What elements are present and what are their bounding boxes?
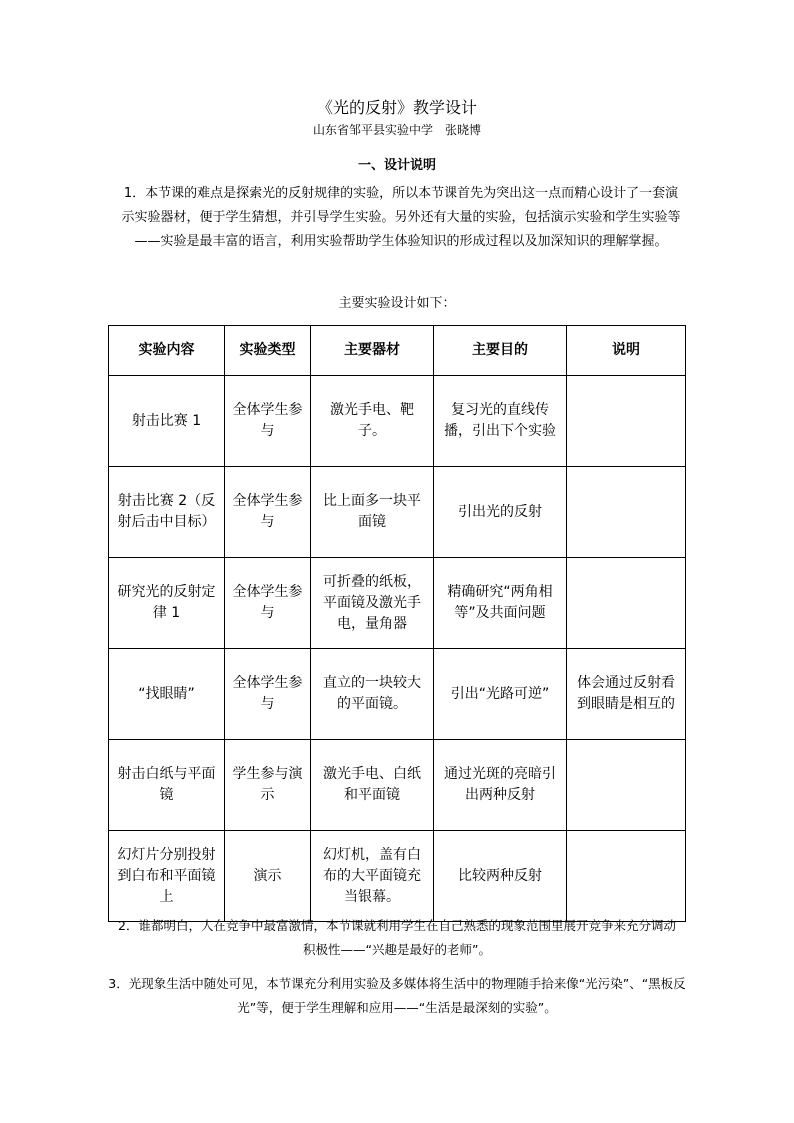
table-cell: 激光手电、白纸和平面镜	[311, 740, 434, 831]
table-cell: 激光手电、靶子。	[311, 376, 434, 467]
experiment-table	[108, 325, 686, 922]
table-cell: 通过光斑的亮暗引出两种反射	[434, 740, 567, 831]
table-cell: 学生参与演示	[225, 740, 311, 831]
table-cell: 全体学生参与	[225, 467, 311, 558]
table-row	[109, 831, 686, 922]
table-intro: 主要实验设计如下：	[338, 296, 456, 311]
table-cell: 幻灯片分别投射到白布和平面镜上	[109, 831, 225, 922]
table-cell: “找眼睛”	[109, 649, 225, 740]
header-cell: 实验类型	[225, 326, 311, 376]
header-cell: 说明	[567, 326, 686, 376]
table-cell: 全体学生参与	[225, 558, 311, 649]
table-cell: 引出光的反射	[434, 467, 567, 558]
header-cell: 实验内容	[109, 326, 225, 376]
header-cell: 主要器材	[311, 326, 434, 376]
table-header-row	[109, 326, 686, 376]
table-row	[109, 649, 686, 740]
table-cell: 比较两种反射	[434, 831, 567, 922]
table-cell: 直立的一块较大的平面镜。	[311, 649, 434, 740]
table-cell: 引出“光路可逆”	[434, 649, 567, 740]
table-cell	[567, 467, 686, 558]
paragraph-3: 3．光现象生活中随处可见，本节课充分利用实验及多媒体将生活中的物理随手拾来像“光污染”、“黑板反光”等，便于学生理解和应用——“生活是最深刻的实验”。	[108, 976, 686, 1015]
table-row	[109, 740, 686, 831]
table-cell: 幻灯机，盖有白布的大平面镜充当银幕。	[311, 831, 434, 922]
table-cell	[567, 558, 686, 649]
table-cell: 射击比赛 2（反射后击中目标）	[109, 467, 225, 558]
section-heading: 一、设计说明	[357, 158, 436, 173]
table-cell: 复习光的直线传播，引出下个实验	[434, 376, 567, 467]
table-row	[109, 467, 686, 558]
table-cell: 可折叠的纸板，平面镜及激光手电，量角器	[311, 558, 434, 649]
table-cell: 体会通过反射看到眼睛是相互的	[567, 649, 686, 740]
table-row	[109, 376, 686, 467]
table-cell: 射击白纸与平面镜	[109, 740, 225, 831]
table-cell: 研究光的反射定律 1	[109, 558, 225, 649]
table-cell	[567, 831, 686, 922]
paragraph-2: 2．谁都明白，人在竞争中最富激情，本节课就利用学生在自己熟悉的现象范围里展开竞争来充分调动积极性——“兴趣是最好的老师”。	[118, 918, 676, 957]
table-cell: 精确研究“两角相等”及共面问题	[434, 558, 567, 649]
table-cell	[567, 740, 686, 831]
table-cell: 比上面多一块平面镜	[311, 467, 434, 558]
table-cell: 全体学生参与	[225, 376, 311, 467]
document-title: 《光的反射》教学设计	[316, 98, 477, 117]
paragraph-1: 1．本节课的难点是探索光的反射规律的实验，所以本节课首先为突出这一点而精心设计了一套演示实验器材，便于学生猜想，并引导学生实验。另外还有大量的实验，包括演示实验和学生实验等——实验是最丰富的语言，利用实验帮助学生体验知识的形成过程以及加深知识的理解掌握。	[121, 186, 681, 249]
document-author: 山东省邹平县实验中学 张晓博	[312, 123, 481, 137]
table-row	[109, 558, 686, 649]
header-cell: 主要目的	[434, 326, 567, 376]
table-cell: 演示	[225, 831, 311, 922]
table-cell: 全体学生参与	[225, 649, 311, 740]
table-cell	[567, 376, 686, 467]
table-cell: 射击比赛 1	[109, 376, 225, 467]
